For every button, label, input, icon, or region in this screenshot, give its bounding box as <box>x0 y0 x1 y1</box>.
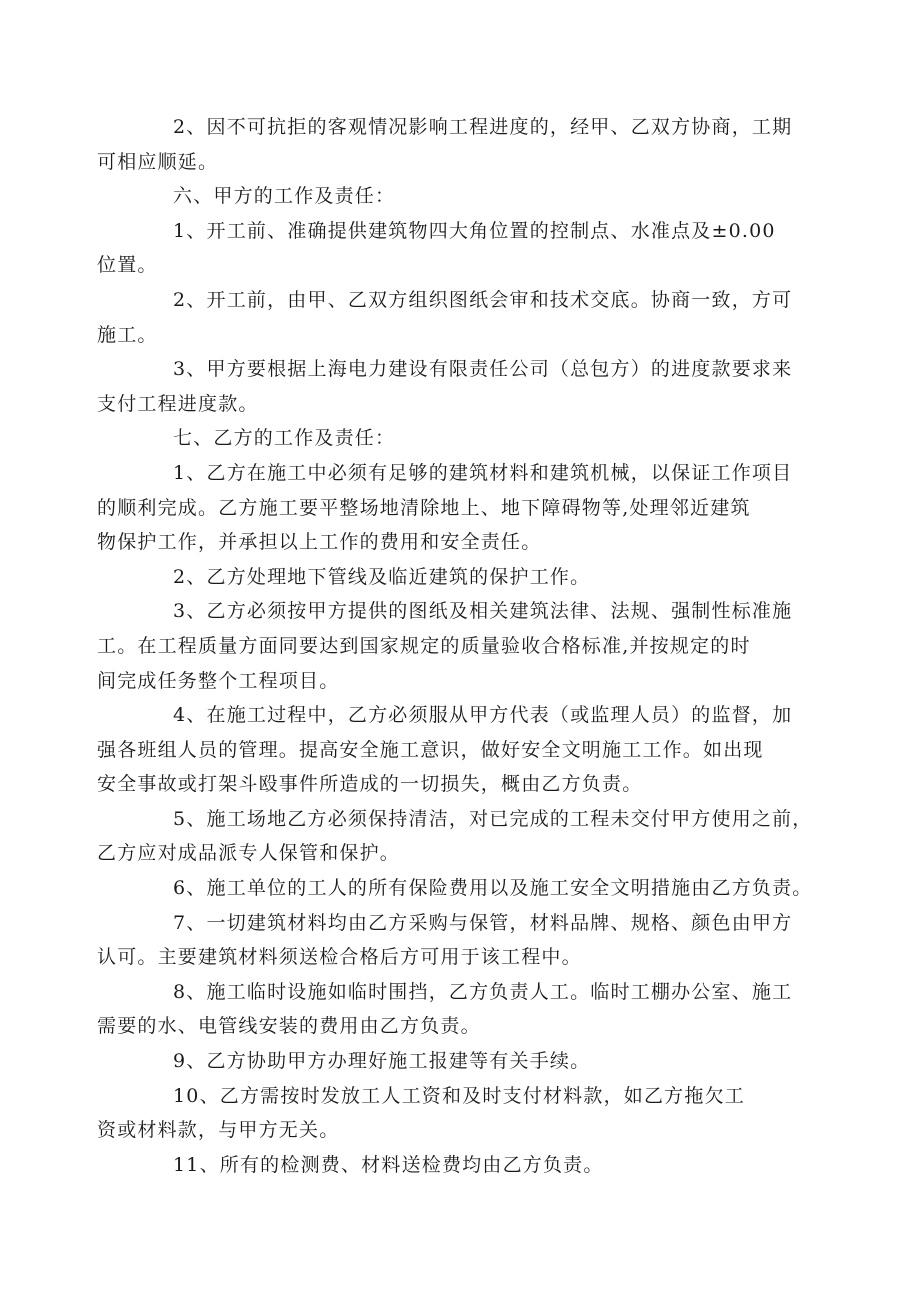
paragraph-line: 强各班组人员的管理。提高安全施工意识，做好安全文明施工工作。如出现 <box>97 738 764 761</box>
paragraph <box>97 110 793 179</box>
paragraph-line: 需要的水、电管线安装的费用由乙方负责。 <box>97 1015 481 1038</box>
paragraph <box>97 214 790 283</box>
paragraph-line: 10、乙方需按时发放工人工资和及时支付材料款，如乙方拖欠工 <box>173 1084 745 1107</box>
paragraph-line: 1、乙方在施工中必须有足够的建筑材料和建筑机械，以保证工作项目 <box>173 461 793 484</box>
paragraph-line: 六、甲方的工作及责任： <box>173 185 396 208</box>
paragraph-line: 6、施工单位的工人的所有保险费用以及施工安全文明措施由乙方负责。 <box>173 877 813 900</box>
paragraph <box>135 421 790 456</box>
paragraph-line: 认可。主要建筑材料须送检合格后方可用于该工程中。 <box>97 946 582 969</box>
paragraph-line: 11、所有的检测费、材料送检费均由乙方负责。 <box>173 1153 604 1176</box>
paragraph-line: 间完成任务整个工程项目。 <box>97 669 340 692</box>
paragraph-line: 的顺利完成。乙方施工要平整场地清除地上、地下障碍物等,处理邻近建筑 <box>97 496 751 519</box>
document-body <box>97 110 813 1182</box>
paragraph <box>135 1148 790 1183</box>
paragraph-line: 可相应顺延。 <box>97 150 219 173</box>
paragraph-line: 安全事故或打架斗殴事件所造成的一切损失，概由乙方负责。 <box>97 773 643 796</box>
paragraph <box>97 906 793 975</box>
paragraph-line: 3、乙方必须按甲方提供的图纸及相关建筑法律、法规、强制性标准施 <box>173 600 793 623</box>
paragraph-line: 2、因不可抗拒的客观情况影响工程进度的，经甲、乙双方协商，工期 <box>173 116 793 138</box>
paragraph <box>97 594 793 698</box>
paragraph-line: 工。在工程质量方面同要达到国家规定的质量验收合格标准,并按规定的时 <box>97 634 751 657</box>
paragraph-line: 乙方应对成品派专人保管和保护。 <box>97 842 401 865</box>
paragraph-line: 施工。 <box>97 323 158 346</box>
paragraph <box>97 456 793 560</box>
paragraph <box>135 1044 790 1079</box>
paragraph <box>97 698 793 802</box>
paragraph-line: 4、在施工过程中，乙方必须服从甲方代表（或监理人员）的监督，加 <box>173 704 793 727</box>
paragraph-line: 5、施工场地乙方必须保持清洁，对已完成的工程未交付甲方使用之前， <box>173 807 813 830</box>
paragraph-line: 1、开工前、准确提供建筑物四大角位置的控制点、水准点及±0.00 <box>173 219 776 242</box>
paragraph-line: 物保护工作，并承担以上工作的费用和安全责任。 <box>97 531 542 554</box>
paragraph-line: 9、乙方协助甲方办理好施工报建等有关手续。 <box>173 1050 591 1073</box>
paragraph <box>97 802 813 871</box>
paragraph <box>97 1079 790 1148</box>
paragraph-line: 2、乙方处理地下管线及临近建筑的保护工作。 <box>173 565 591 588</box>
paragraph-line: 支付工程进度款。 <box>97 392 259 415</box>
paragraph <box>135 871 813 906</box>
paragraph-line: 位置。 <box>97 254 158 277</box>
paragraph-line: 7、一切建筑材料均由乙方采购与保管，材料品牌、规格、颜色由甲方 <box>173 911 793 934</box>
paragraph-line: 8、施工临时设施如临时围挡，乙方负责人工。临时工棚办公室、施工 <box>173 980 793 1003</box>
paragraph-line: 3、甲方要根据上海电力建设有限责任公司（总包方）的进度款要求来 <box>173 358 793 381</box>
paragraph-line: 2、开工前，由甲、乙双方组织图纸会审和技术交底。协商一致，方可 <box>173 288 793 311</box>
paragraph <box>135 179 790 214</box>
paragraph-line: 七、乙方的工作及责任： <box>173 427 396 450</box>
paragraph <box>97 975 793 1044</box>
paragraph <box>97 283 793 352</box>
paragraph-line: 资或材料款，与甲方无关。 <box>97 1119 340 1142</box>
paragraph <box>135 560 790 595</box>
paragraph <box>97 352 793 421</box>
